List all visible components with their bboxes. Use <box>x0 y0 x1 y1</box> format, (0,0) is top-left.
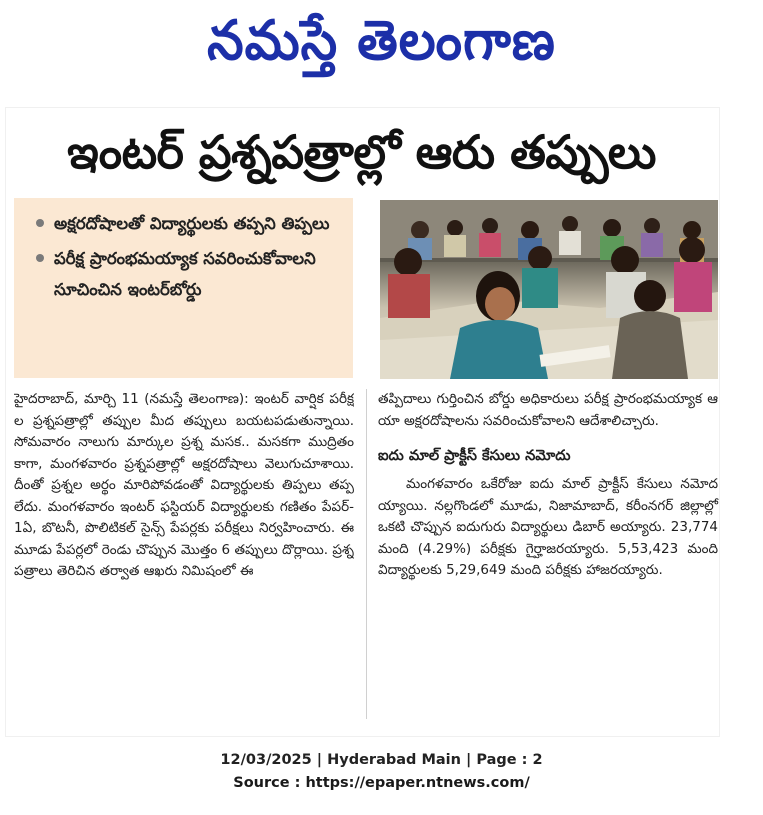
footer-source: Source : https://epaper.ntnews.com/ <box>233 775 530 791</box>
article-body-right <box>378 389 718 582</box>
exam-hall-photo <box>380 200 718 379</box>
article-subheading: ఐదు మాల్ ప్రాక్టీస్ కేసులు నమోదు <box>378 448 571 464</box>
body-paragraph: తప్పిదాలు గుర్తించిన బోర్డు అధికారులు పరీక్ష ప్రారంభమయ్యాక ఆయా అక్షరదోషాలను సవరించుకోవాలని ఆదేశాలిచ్చారు. <box>378 391 718 429</box>
highlight-text: పరీక్ష ప్రారంభమయ్యాక సవరించుకోవాలని సూచించిన ఇంటర్‌బోర్డు <box>54 249 316 299</box>
highlights-box <box>14 198 353 378</box>
newspaper-masthead: నమస్తే తెలంగాణ <box>207 9 556 73</box>
article-headline: ఇంటర్ ప్రశ్నపత్రాల్లో ఆరు తప్పులు <box>67 125 656 179</box>
students-writing-exam-image <box>380 200 718 379</box>
highlight-item <box>36 208 341 239</box>
column-divider <box>366 389 367 719</box>
highlight-item <box>36 243 341 305</box>
bullet-icon <box>36 219 44 227</box>
article-body-left <box>14 389 354 727</box>
footer-date-edition-page: 12/03/2025 | Hyderabad Main | Page : 2 <box>220 752 543 768</box>
body-paragraph: మంగళవారం ఒకేరోజు ఐదు మాల్ ప్రాక్టీస్ కేసులు నమోదయ్యాయి. నల్లగొండలో మూడు, నిజామాబాద్, కరీంనగర్ జిల్లాల్లో ఒకటి చొప్పున ఐదుగురు విద్యార్థులు డిబార్ అయ్యారు. 23,774 మంది (4.29%) పరీక్షకు గైర్హాజరయ్యారు. 5,53,423 మంది విద్యార్థులకు 5,29,649 మంది పరీక్షకు హాజరయ్యారు. <box>378 476 718 578</box>
highlight-text: అక్షరదోషాలతో విద్యార్థులకు తప్పని తిప్పలు <box>54 214 330 233</box>
bullet-icon <box>36 254 44 262</box>
body-paragraph: హైదరాబాద్, మార్చి 11 (నమస్తే తెలంగాణ): ఇంటర్ వార్షిక పరీక్షల ప్రశ్నపత్రాల్లో తప్పుల మీద తప్పులు బయటపడుతున్నాయి. సోమవారం నాలుగు మార్కుల ప్రశ్న మసక.. మసకగా ముద్రితం కాగా, మంగళవారం ప్రశ్నపత్రాల్లో అక్షరదోషాలు వెలుగుచూశాయి. దీంతో ప్రశ్నల అర్థం మారిపోవడంతో విద్యార్థులకు తిప్పలు తప్పలేదు. మంగళవారం ఇంటర్ ఫస్టియర్ విద్యార్థులకు గణితం పేపర్-1ఏ, బొటనీ, పొలిటికల్ సైన్స్ పేపర్లకు పరీక్షలు నిర్వహించారు. ఈ మూడు పేపర్లలో రెండు చొప్పున మొత్తం 6 తప్పులు దొర్లాయి. ప్రశ్నపత్రాలు తెరిచిన తర్వాత ఆఖరు నిమిషంలో ఈ <box>14 391 354 579</box>
